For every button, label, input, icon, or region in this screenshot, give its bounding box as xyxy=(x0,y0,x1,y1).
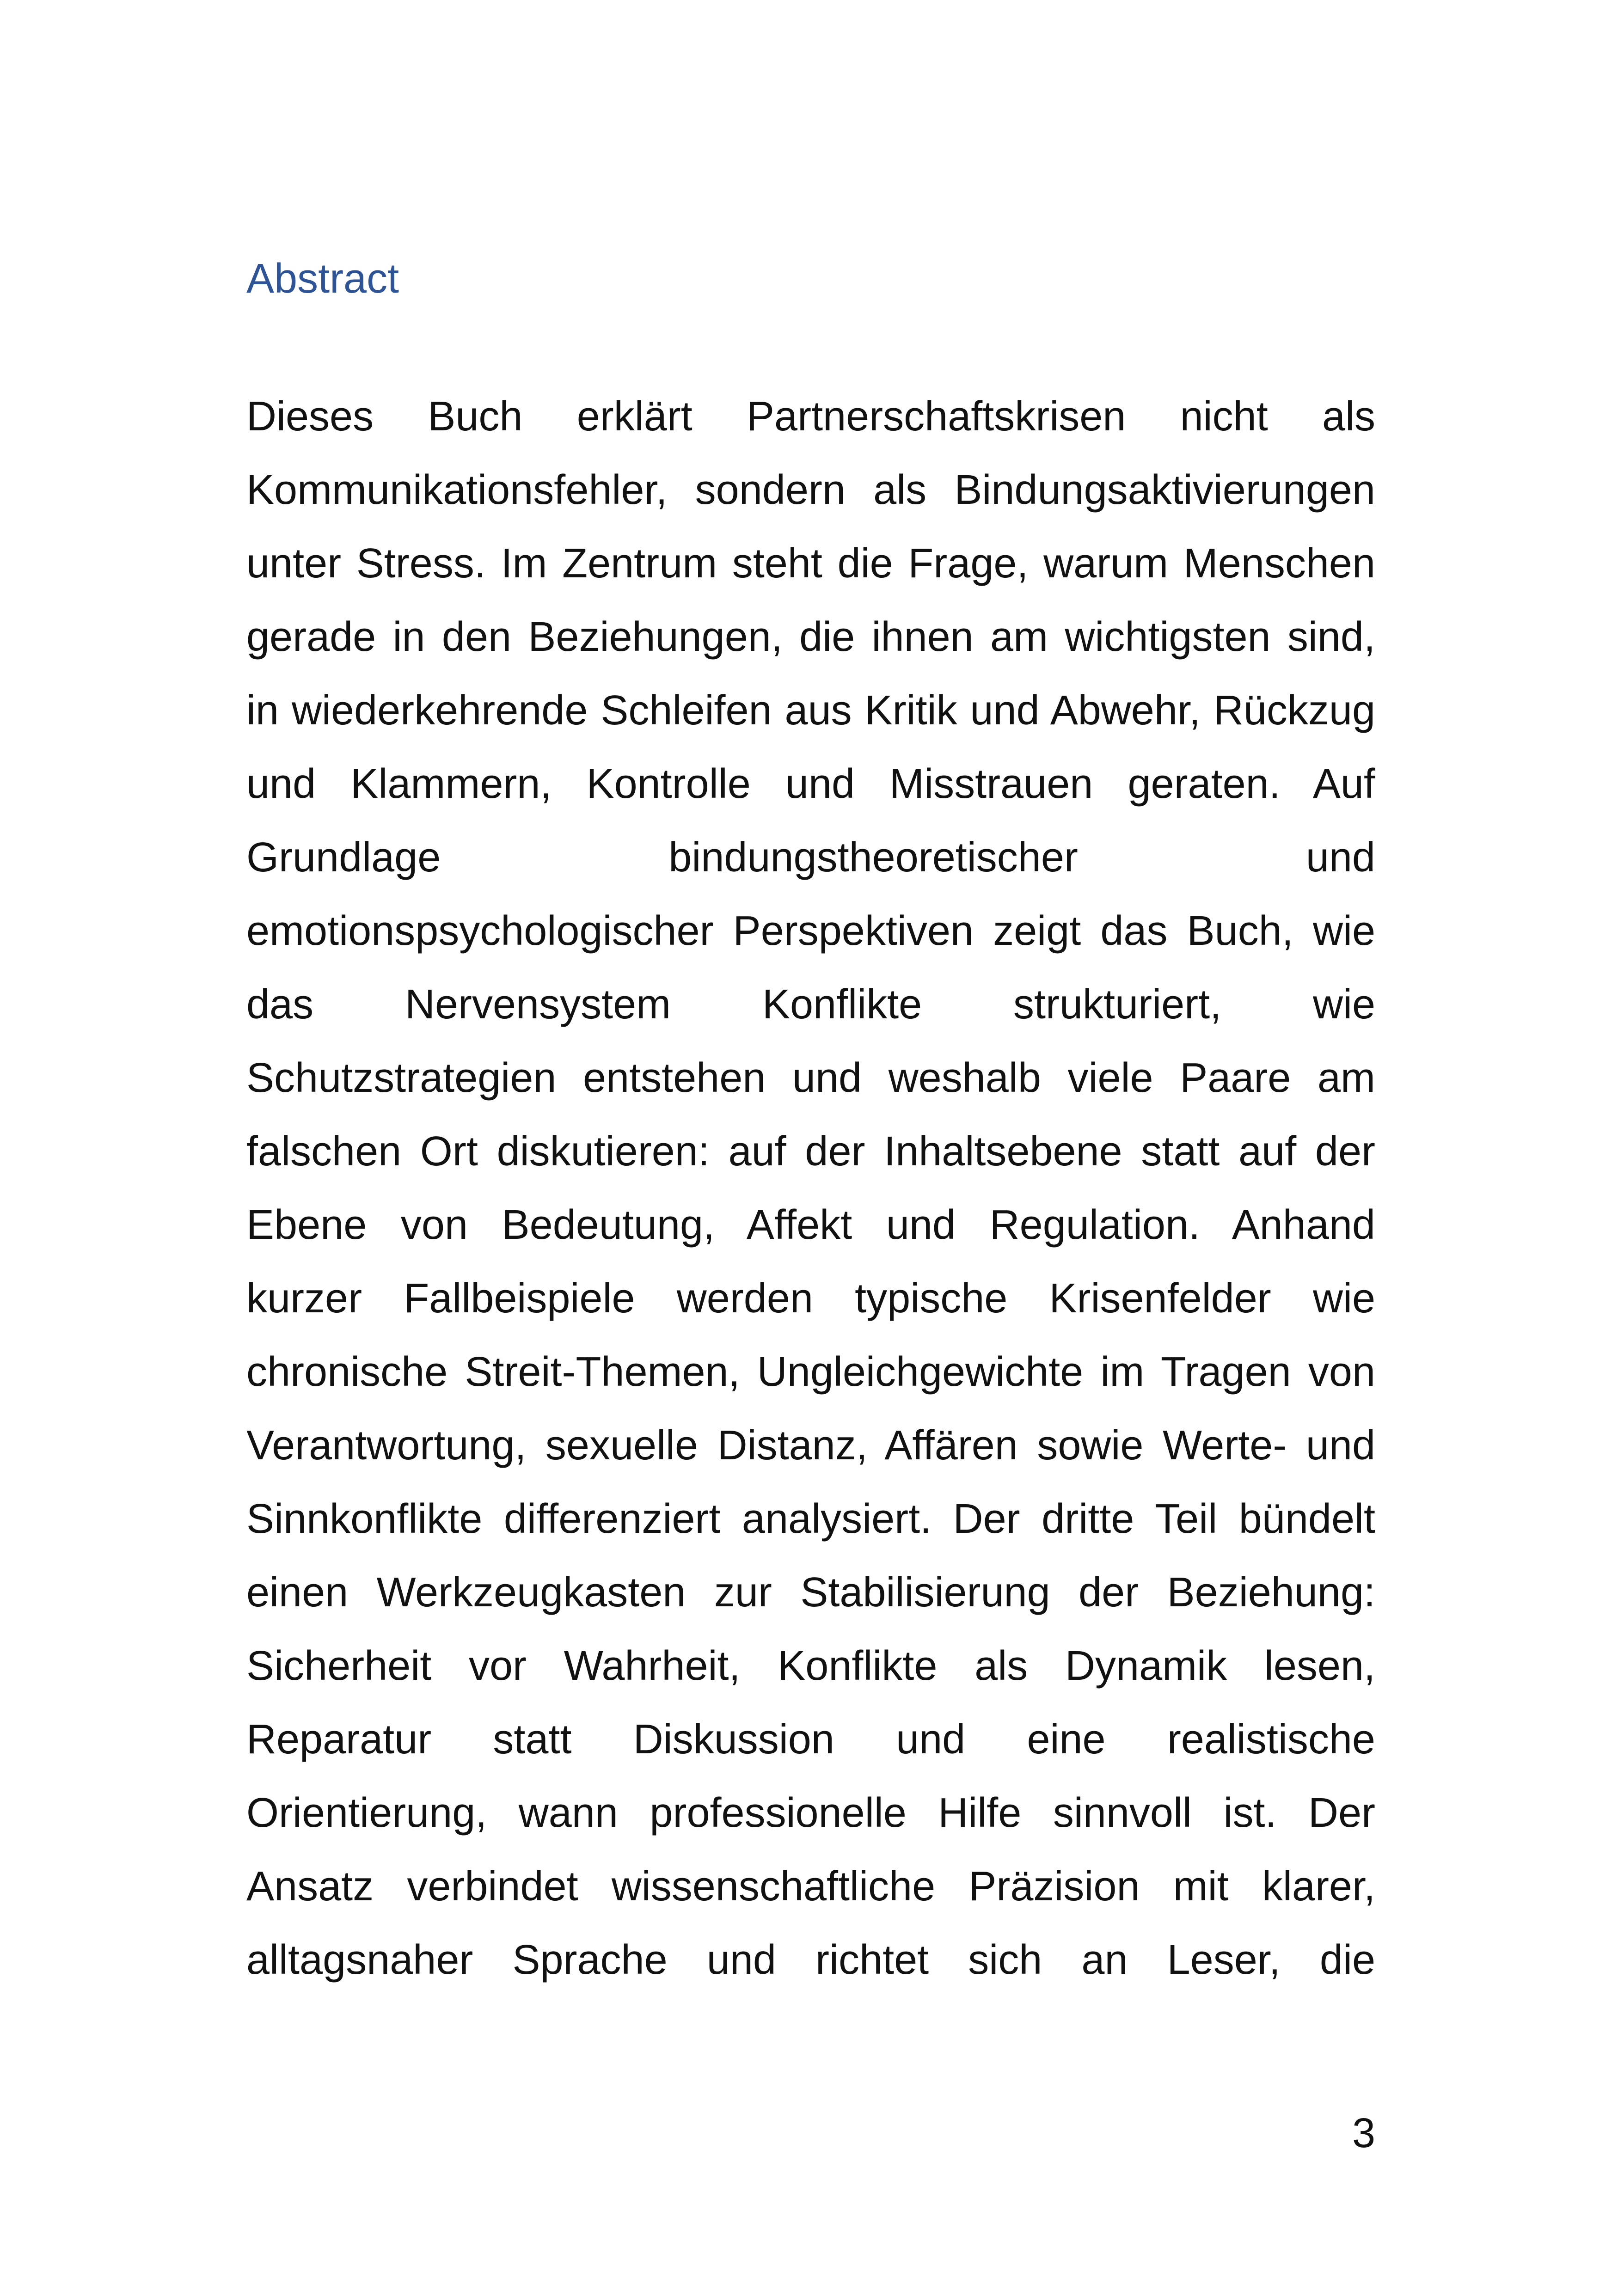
body-line: in wiederkehrende Schleifen aus Kritik und Abwehr, Rückzug xyxy=(246,687,1375,734)
body-line: das Nervensystem Konflikte strukturiert, wie xyxy=(246,981,1375,1028)
body-line: falschen Ort diskutieren: auf der Inhaltsebene statt auf der xyxy=(246,1128,1375,1175)
abstract-body xyxy=(246,380,1375,1997)
body-line: Reparatur statt Diskussion und eine realistische xyxy=(246,1716,1375,1763)
body-line: alltagsnaher Sprache und richtet sich an Leser, die xyxy=(246,1937,1375,1983)
body-line: Kommunikationsfehler, sondern als Bindungsaktivierungen xyxy=(246,467,1375,513)
body-line: Orientierung, wann professionelle Hilfe sinnvoll ist. Der xyxy=(246,1790,1375,1836)
body-line: Schutzstrategien entstehen und weshalb viele Paare am xyxy=(246,1055,1375,1101)
body-line: Sicherheit vor Wahrheit, Konflikte als Dynamik lesen, xyxy=(246,1643,1375,1689)
body-line: und Klammern, Kontrolle und Misstrauen geraten. Auf xyxy=(246,761,1375,807)
body-line: kurzer Fallbeispiele werden typische Krisenfelder wie xyxy=(246,1275,1375,1322)
body-line: einen Werkzeugkasten zur Stabilisierung der Beziehung: xyxy=(246,1569,1375,1616)
body-line: Grundlage bindungstheoretischer und xyxy=(246,834,1375,881)
body-line: Sinnkonflikte differenziert analysiert. Der dritte Teil bündelt xyxy=(246,1496,1375,1542)
body-line: Verantwortung, sexuelle Distanz, Affären sowie Werte- und xyxy=(246,1422,1375,1469)
body-line: Dieses Buch erklärt Partnerschaftskrisen nicht als xyxy=(246,393,1375,440)
body-line: gerade in den Beziehungen, die ihnen am wichtigsten sind, xyxy=(246,614,1375,660)
body-line: unter Stress. Im Zentrum steht die Frage, warum Menschen xyxy=(246,540,1375,587)
body-line: chronische Streit-Themen, Ungleichgewichte im Tragen von xyxy=(246,1349,1375,1395)
body-line: emotionspsychologischer Perspektiven zeigt das Buch, wie xyxy=(246,908,1375,954)
body-line: Ansatz verbindet wissenschaftliche Präzision mit klarer, xyxy=(246,1863,1375,1910)
page-number: 3 xyxy=(1352,2110,1375,2156)
body-line: Ebene von Bedeutung, Affekt und Regulation. Anhand xyxy=(246,1202,1375,1248)
section-heading: Abstract xyxy=(246,256,399,302)
